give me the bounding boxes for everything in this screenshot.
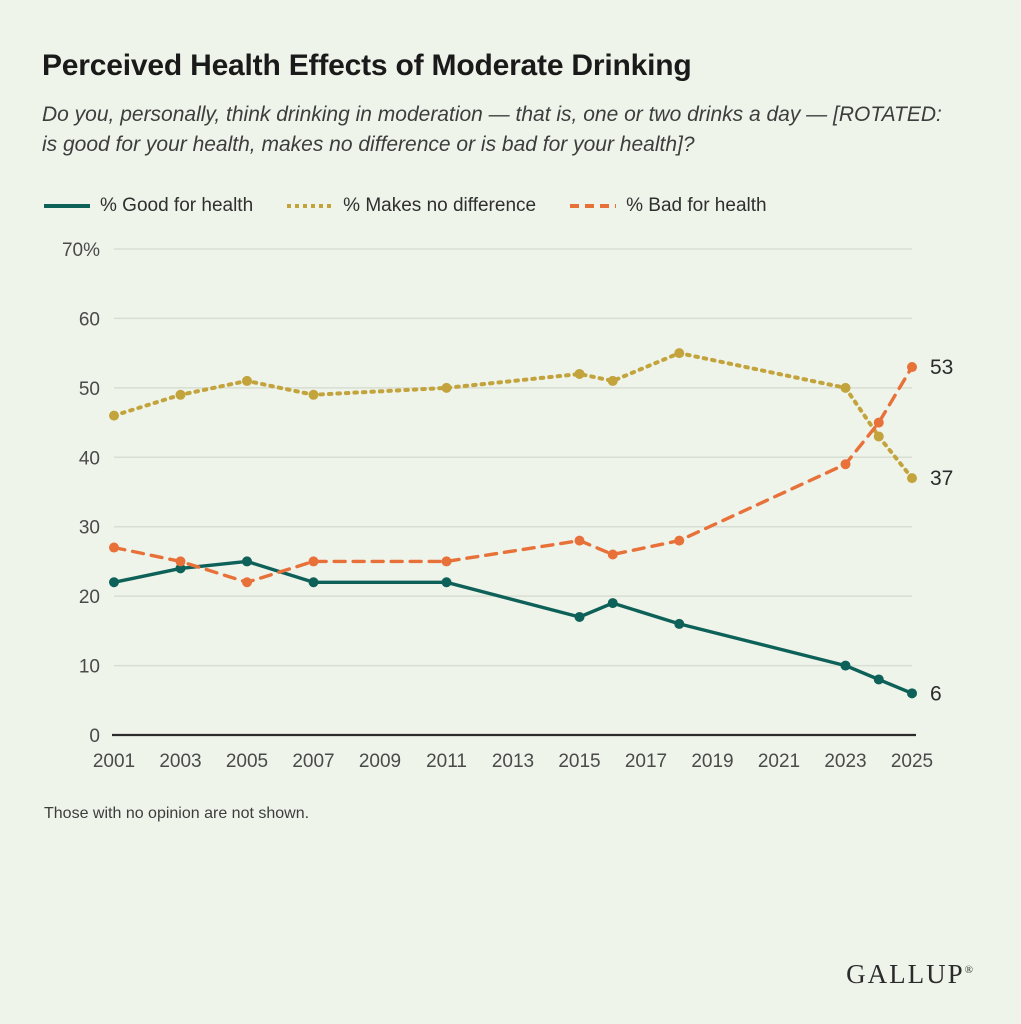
x-axis-tick-label: 2009 (358, 750, 402, 772)
data-point (608, 376, 618, 386)
series-line-2 (114, 367, 912, 582)
gallup-wordmark: GALLUP (846, 959, 965, 989)
data-point (874, 431, 884, 441)
y-axis-tick-label: 70% (61, 239, 100, 261)
data-point (309, 556, 319, 566)
page-title: Perceived Health Effects of Moderate Drinking (42, 49, 692, 82)
legend-label-bad: % Bad for health (626, 194, 767, 216)
data-point (575, 612, 585, 622)
data-point (242, 577, 252, 587)
y-axis-tick-label: 0 (89, 725, 100, 747)
series-line-1 (114, 353, 912, 478)
data-point (874, 674, 884, 684)
legend-item-bad[interactable] (570, 195, 766, 217)
x-axis-tick-label: 2023 (824, 750, 867, 772)
y-axis-tick-label: 60 (78, 309, 100, 331)
x-axis-tick-label: 2011 (426, 750, 467, 772)
legend-label-nodiff: % Makes no difference (343, 194, 537, 216)
data-point (674, 348, 684, 358)
data-point (841, 660, 851, 670)
x-axis-tick-label: 2025 (890, 750, 934, 772)
data-point (109, 411, 119, 421)
registered-mark-icon: ® (964, 964, 975, 976)
legend-item-good[interactable] (44, 195, 253, 217)
data-point (309, 390, 319, 400)
y-axis-tick-label: 10 (78, 656, 100, 678)
data-point (841, 383, 851, 393)
series-end-label-0: 6 (930, 682, 942, 706)
data-point (907, 688, 917, 698)
legend-item-nodiff[interactable] (287, 195, 536, 217)
data-point (575, 369, 585, 379)
data-point (109, 577, 119, 587)
gallup-logo (846, 959, 975, 990)
chart-subtitle: Do you, personally, think drinking in moderation — that is, one or two drinks a day — [ROTATED: is good for your health, makes no difference or is bad for your health]? (42, 103, 942, 157)
x-axis-tick-label: 2007 (292, 750, 335, 772)
x-axis-tick-label: 2017 (624, 750, 668, 772)
legend-swatch-good (44, 204, 90, 208)
chart-footnote: Those with no opinion are not shown. (44, 804, 310, 822)
x-axis-tick-label: 2003 (159, 750, 202, 772)
data-point (674, 535, 684, 545)
data-point (608, 598, 618, 608)
series-end-label-2: 53 (930, 355, 954, 379)
data-point (309, 577, 319, 587)
data-point (874, 417, 884, 427)
y-axis-tick-label: 20 (78, 587, 100, 609)
y-axis-tick-label: 40 (78, 448, 100, 470)
data-point (442, 556, 452, 566)
data-point (907, 473, 917, 483)
x-axis-tick-label: 2021 (757, 750, 801, 772)
data-point (841, 459, 851, 469)
series-line-0 (114, 561, 912, 693)
data-point (176, 390, 186, 400)
y-axis-tick-label: 30 (78, 517, 100, 539)
data-point (442, 577, 452, 587)
data-point (608, 549, 618, 559)
data-point (575, 535, 585, 545)
x-axis-tick-label: 2001 (92, 750, 136, 772)
legend-swatch-bad (570, 204, 616, 208)
data-point (176, 556, 186, 566)
data-point (109, 542, 119, 552)
chart-legend (44, 195, 979, 217)
data-point (242, 376, 252, 386)
data-point (674, 619, 684, 629)
x-axis-tick-label: 2019 (691, 750, 734, 772)
x-axis-tick-label: 2005 (225, 750, 269, 772)
legend-label-good: % Good for health (100, 194, 254, 216)
y-axis-tick-label: 50 (78, 378, 100, 400)
legend-swatch-nodiff (287, 204, 333, 208)
series-end-label-1: 37 (930, 466, 954, 490)
line-chart (42, 235, 979, 795)
data-point (242, 556, 252, 566)
chart-area (42, 235, 979, 795)
x-axis-tick-label: 2015 (558, 750, 601, 772)
x-axis-tick-label: 2013 (491, 750, 535, 772)
data-point (907, 362, 917, 372)
data-point (442, 383, 452, 393)
